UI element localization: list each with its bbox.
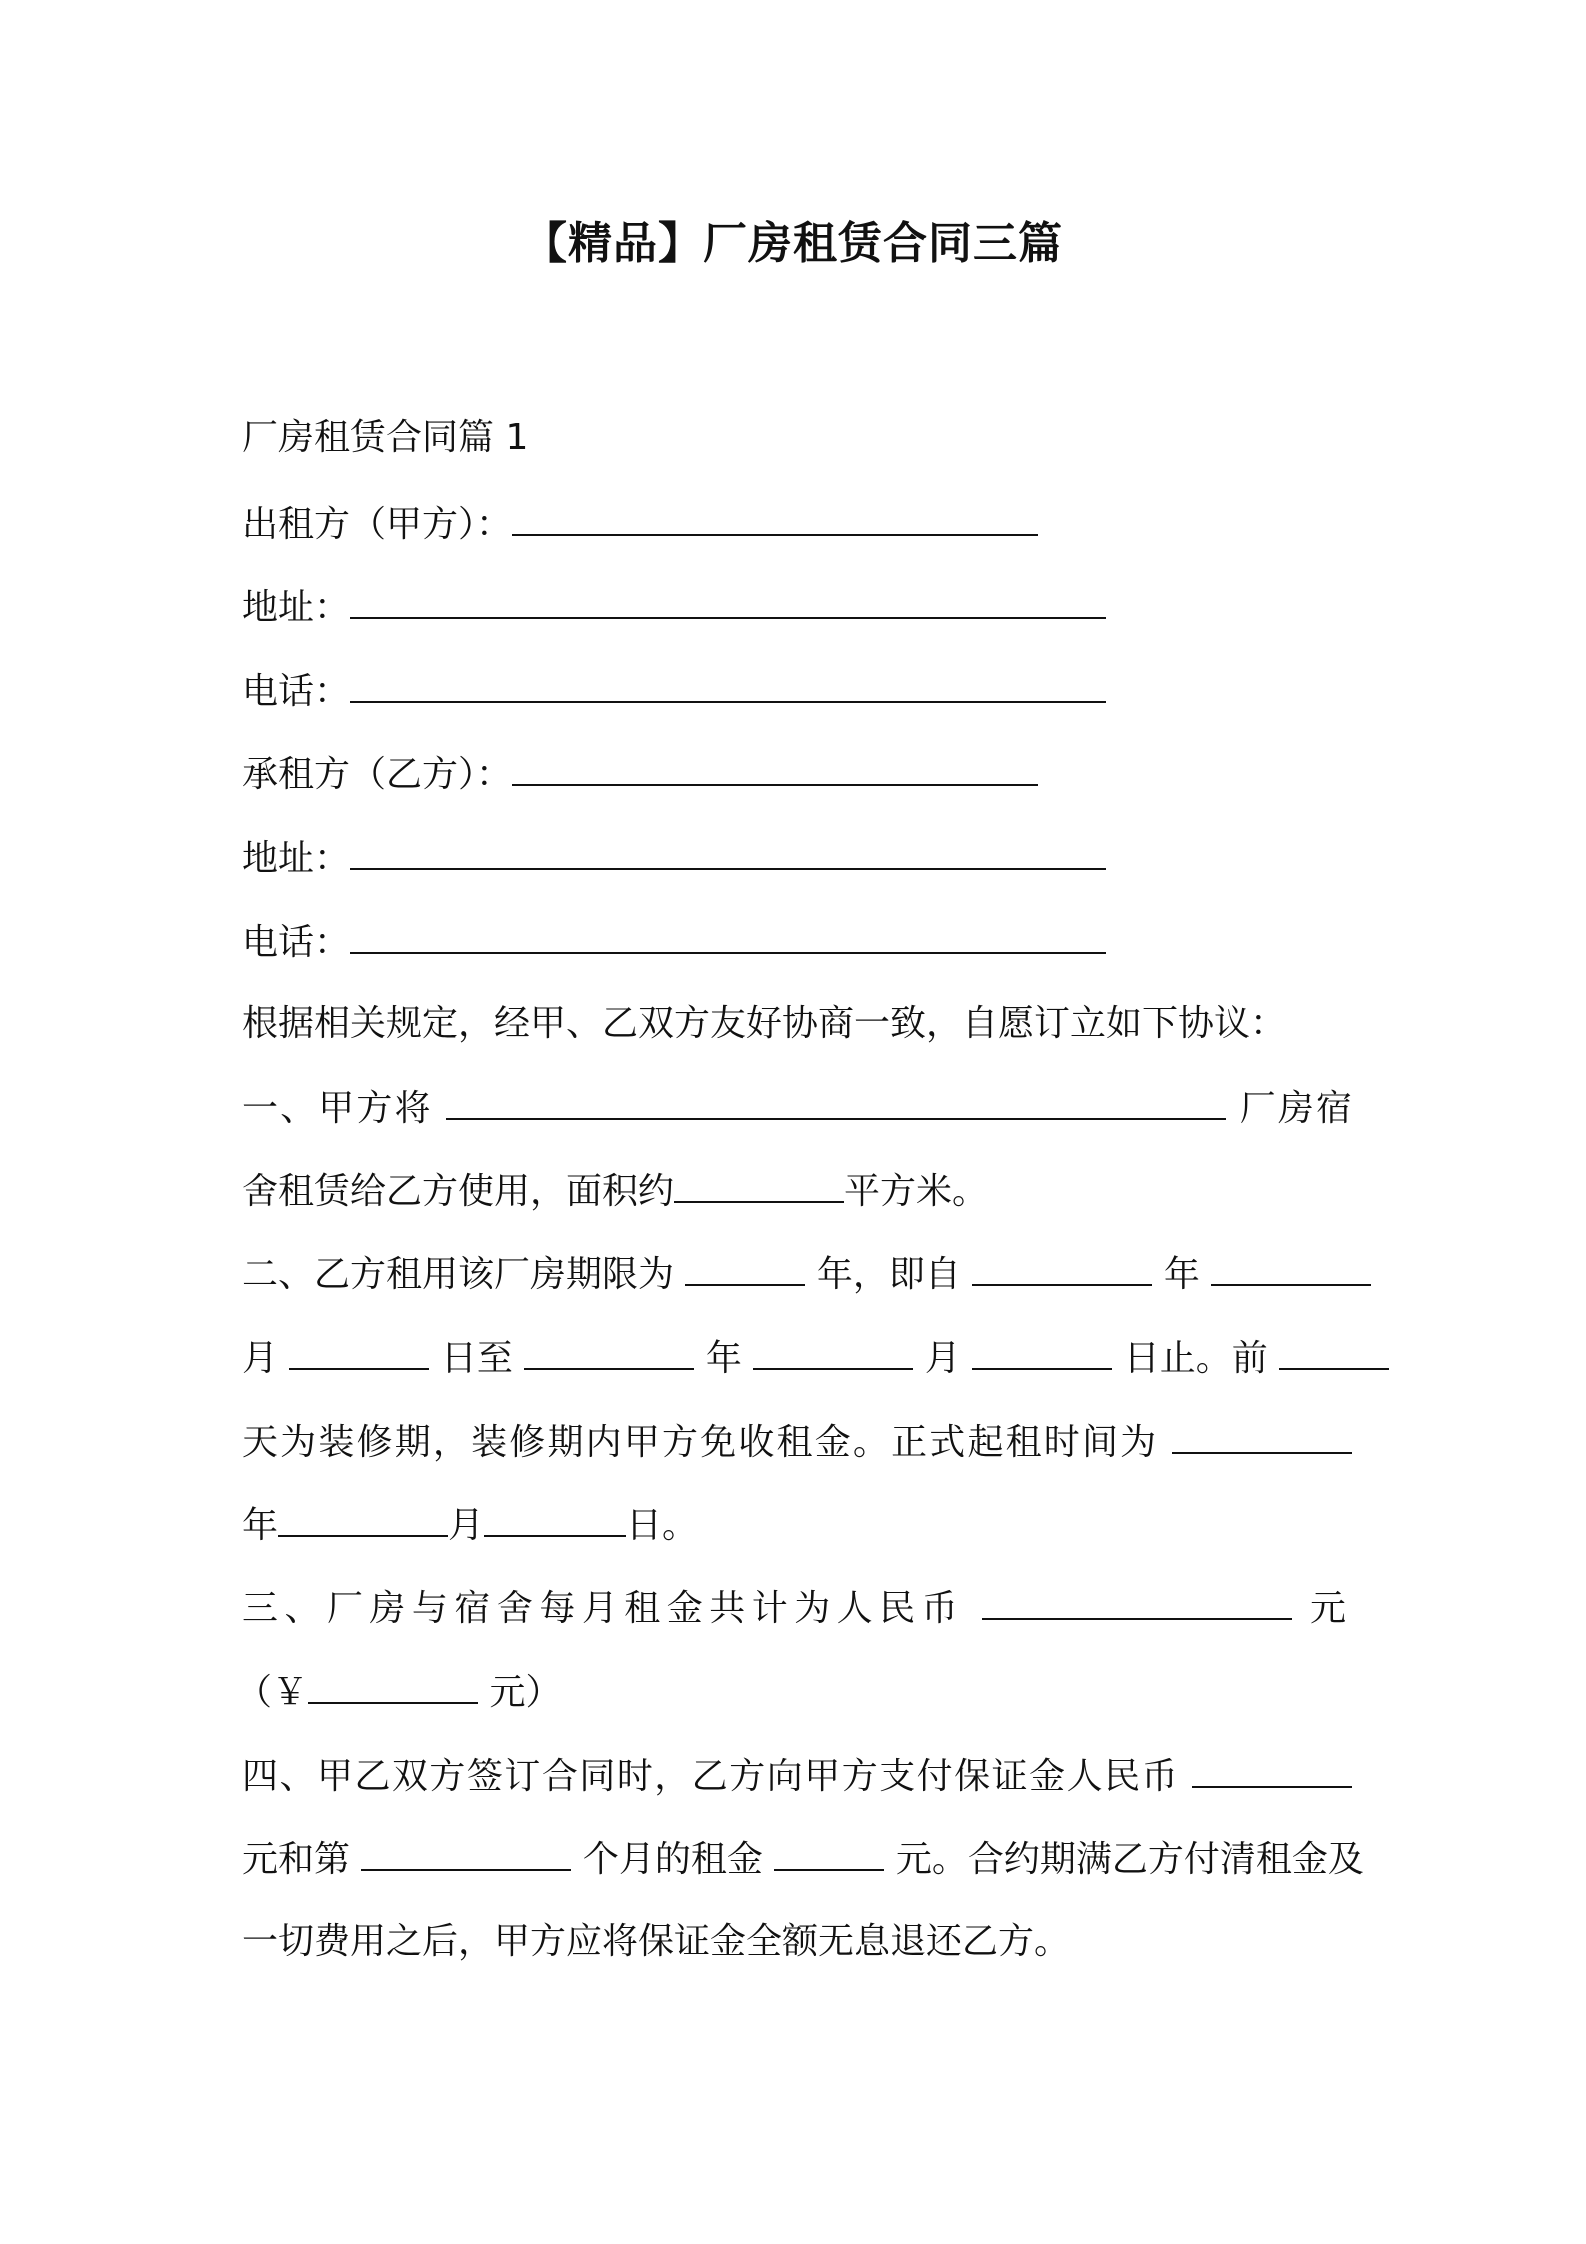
party-b-address-blank[interactable] bbox=[350, 834, 1106, 870]
clause-2-line-3 bbox=[242, 1418, 1352, 1467]
party-a-address-label: 地址： bbox=[242, 587, 351, 628]
clause-2-text-8: 日止。前 bbox=[1123, 1338, 1268, 1379]
clause-1-line-1 bbox=[242, 1084, 1352, 1133]
document-title: 【精品】厂房租赁合同三篇 bbox=[523, 218, 1063, 269]
rent-start-month-blank[interactable] bbox=[278, 1501, 448, 1537]
party-a-phone-blank[interactable] bbox=[350, 667, 1106, 703]
rent-start-day-blank[interactable] bbox=[484, 1501, 626, 1537]
clause-4-line-1 bbox=[242, 1752, 1352, 1801]
clause-2-text-2: 年，即自 bbox=[816, 1254, 961, 1295]
term-years-blank[interactable] bbox=[685, 1250, 805, 1286]
clause-3-text-2: 元 bbox=[1309, 1588, 1352, 1629]
clause-3-text-1: 三、厂房与宿舍每月租金共计为人民币 bbox=[242, 1588, 965, 1629]
party-a-phone-line bbox=[242, 667, 1352, 716]
start-year-blank[interactable] bbox=[972, 1250, 1152, 1286]
end-year-blank[interactable] bbox=[524, 1334, 694, 1370]
party-b-phone-blank[interactable] bbox=[350, 918, 1106, 954]
clause-2-text-5: 日至 bbox=[440, 1338, 513, 1379]
renovation-days-blank[interactable] bbox=[1279, 1334, 1389, 1370]
party-b-address-label: 地址： bbox=[242, 838, 351, 879]
monthly-rent-figure-blank[interactable] bbox=[308, 1668, 478, 1704]
party-b-line bbox=[242, 750, 1352, 799]
party-a-address-blank[interactable] bbox=[350, 583, 1106, 619]
clause-3-text-4: 元） bbox=[489, 1672, 562, 1713]
clause-2-text-6: 年 bbox=[705, 1338, 742, 1379]
clause-2-text-12: 日。 bbox=[626, 1505, 699, 1546]
party-b-address-line bbox=[242, 834, 1352, 883]
start-month-blank[interactable] bbox=[1211, 1250, 1371, 1286]
monthly-rent-blank[interactable] bbox=[982, 1584, 1292, 1620]
section-heading: 厂房租赁合同篇 1 bbox=[242, 417, 529, 458]
intro-paragraph: 根据相关规定，经甲、乙双方友好协商一致，自愿订立如下协议： bbox=[242, 1003, 1287, 1044]
clause-3-line-1 bbox=[242, 1584, 1352, 1633]
party-a-name-blank[interactable] bbox=[512, 500, 1038, 536]
clause-2-text-7: 月 bbox=[924, 1338, 961, 1379]
clause-4-text-4: 元。合约期满乙方付清租金及 bbox=[895, 1839, 1364, 1880]
clause-1-text-4: 平方米。 bbox=[844, 1171, 989, 1212]
clause-1-text-3: 舍租赁给乙方使用，面积约 bbox=[242, 1171, 675, 1212]
clause-1-text-1: 一、甲方将 bbox=[242, 1088, 433, 1129]
clause-4-text-2: 元和第 bbox=[242, 1839, 351, 1880]
party-a-phone-label: 电话： bbox=[242, 671, 351, 712]
party-b-label: 承租方（乙方）： bbox=[242, 754, 513, 795]
clause-2-text-3: 年 bbox=[1163, 1254, 1200, 1295]
clause-2-line-2 bbox=[242, 1334, 1352, 1383]
clause-3-text-3: （￥ bbox=[236, 1672, 309, 1713]
clause-4-text-3: 个月的租金 bbox=[582, 1839, 763, 1880]
party-b-phone-label: 电话： bbox=[242, 922, 351, 963]
party-a-label: 出租方（甲方）： bbox=[242, 504, 513, 545]
clause-2-text-9: 天为装修期，装修期内甲方免收租金。正式起租时间为 bbox=[242, 1422, 1159, 1463]
clause-3-line-2 bbox=[236, 1668, 1346, 1717]
start-day-blank[interactable] bbox=[289, 1334, 429, 1370]
clause-4-line-2 bbox=[242, 1835, 1364, 1884]
clause-1-area-blank[interactable] bbox=[674, 1167, 844, 1203]
clause-2-text-11: 月 bbox=[448, 1505, 485, 1546]
deposit-blank[interactable] bbox=[1192, 1752, 1352, 1788]
party-a-line bbox=[242, 500, 1352, 549]
first-rent-blank[interactable] bbox=[774, 1835, 884, 1871]
clause-4-line-3: 一切费用之后，甲方应将保证金全额无息退还乙方。 bbox=[242, 1921, 1071, 1962]
clause-1-line-2 bbox=[242, 1167, 1352, 1216]
clause-4-text-1: 四、甲乙双方签订合同时，乙方向甲方支付保证金人民币 bbox=[242, 1756, 1180, 1797]
month-number-blank[interactable] bbox=[361, 1835, 571, 1871]
clause-2-text-1: 二、乙方租用该厂房期限为 bbox=[242, 1254, 675, 1295]
clause-1-premises-blank[interactable] bbox=[446, 1084, 1226, 1120]
clause-2-line-1 bbox=[242, 1250, 1352, 1299]
clause-2-text-4: 月 bbox=[242, 1338, 279, 1379]
party-b-name-blank[interactable] bbox=[512, 750, 1038, 786]
end-month-blank[interactable] bbox=[753, 1334, 913, 1370]
rent-start-year-blank[interactable] bbox=[1172, 1418, 1352, 1454]
end-day-blank[interactable] bbox=[972, 1334, 1112, 1370]
clause-1-text-2: 厂房宿 bbox=[1239, 1088, 1352, 1129]
clause-2-line-4 bbox=[242, 1501, 1352, 1550]
party-b-phone-line bbox=[242, 918, 1352, 967]
party-a-address-line bbox=[242, 583, 1352, 632]
clause-2-text-10: 年 bbox=[242, 1505, 279, 1546]
